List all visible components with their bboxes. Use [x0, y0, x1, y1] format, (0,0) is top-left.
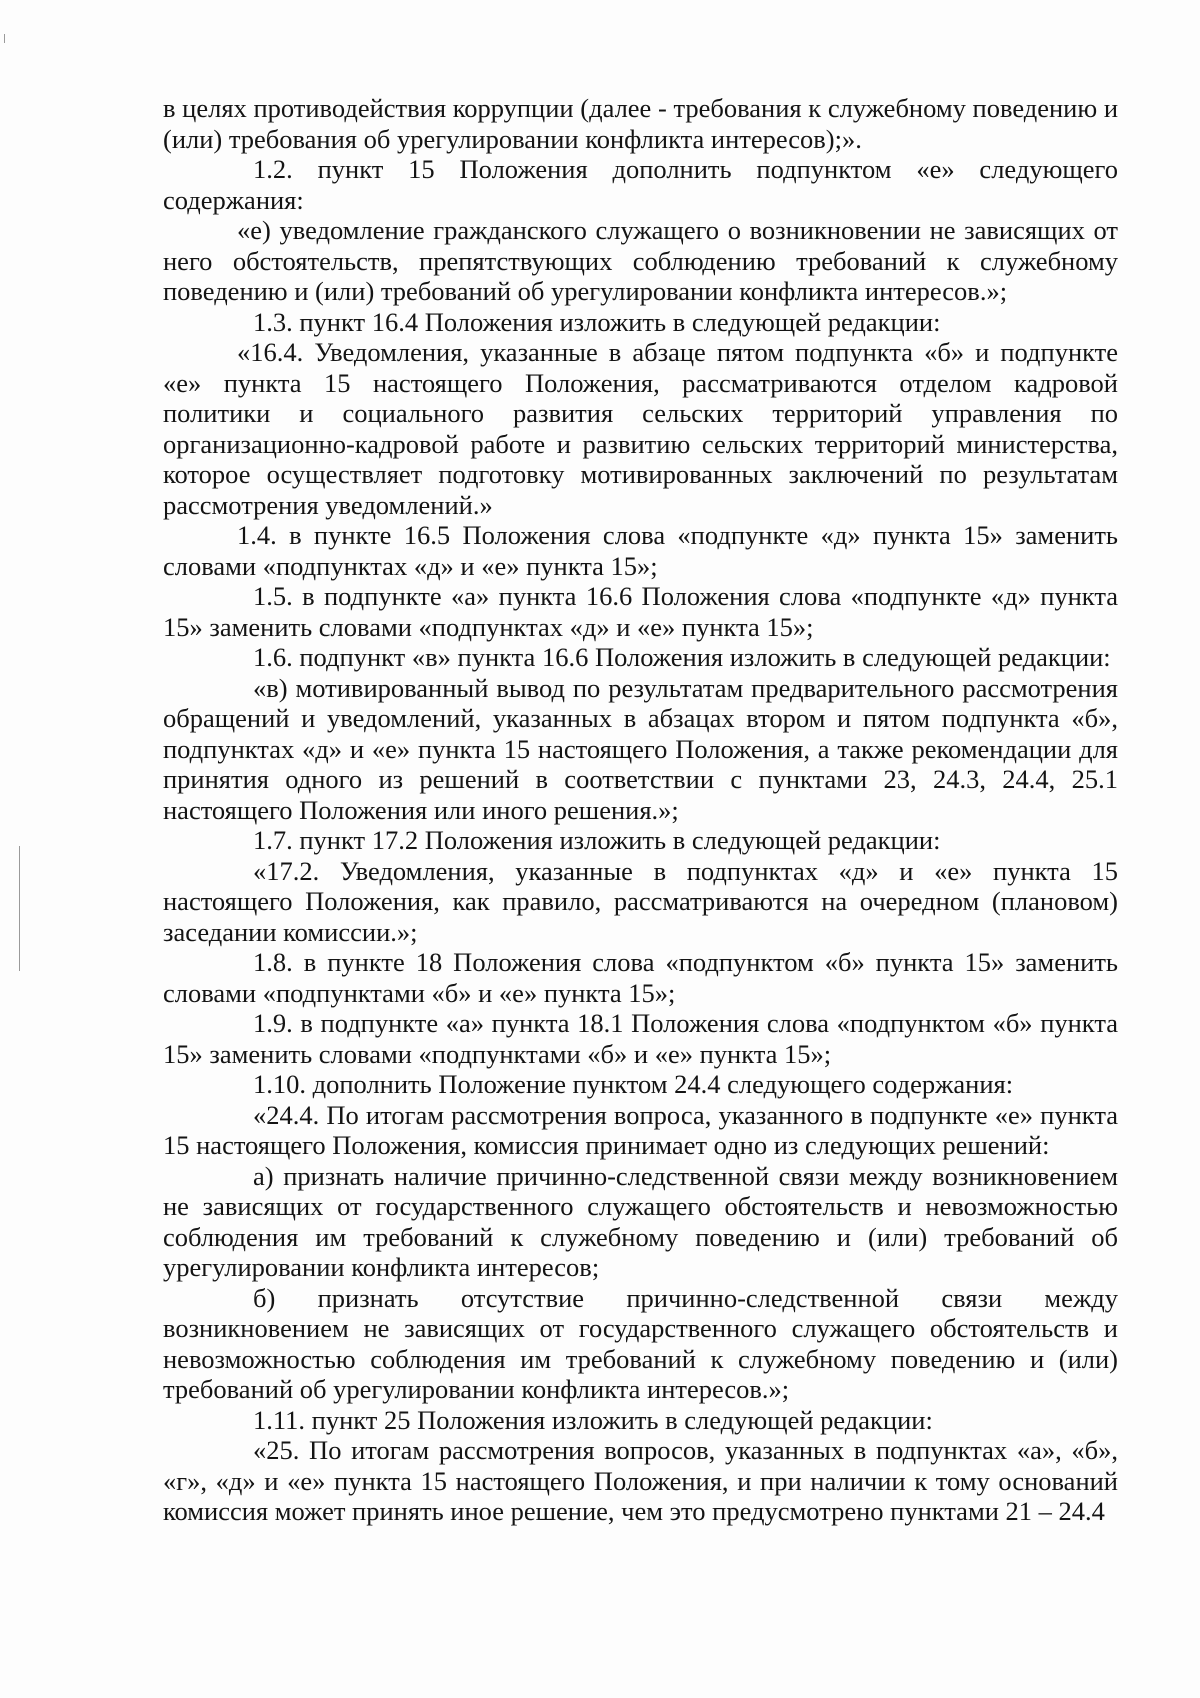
paragraph: «в) мотивированный вывод по результатам предварительного рассмотрения обращений и уведомлений, указанных в абзацах втором и пятом подпункта «б», подпунктах «д» и «е» пункта 15 настоящего Положения, а также рекомендации для принятия одного из решений в соответствии с пунктами 23, 24.3, 24.4, 25.1 настоящего Положения или иного решения.»; [163, 672, 1118, 825]
paragraph: 1.2. пункт 15 Положения дополнить подпунктом «е» следующего содержания: [163, 154, 1118, 215]
paragraph: 1.7. пункт 17.2 Положения изложить в следующей редакции: [253, 825, 941, 855]
paragraph: «16.4. Уведомления, указанные в абзаце пятом подпункта «б» и подпункте «е» пункта 15 настоящего Положения, рассматриваются отделом кадровой политики и социального развития сельских территорий управления по организационно-кадровой работе и развитию сельских территорий министерства, которое осуществляет подготовку мотивированных заключений по результатам рассмотрения уведомлений.» [163, 337, 1118, 520]
document-body [163, 93, 1118, 1527]
paragraph: «17.2. Уведомления, указанные в подпунктах «д» и «е» пункта 15 настоящего Положения, как правило, рассматриваются на очередном (плановом) заседании комиссии.»; [163, 855, 1118, 947]
paragraph: 1.10. дополнить Положение пунктом 24.4 следующего содержания: [253, 1069, 1014, 1099]
scan-artifact-line [4, 34, 5, 43]
paragraph: 1.3. пункт 16.4 Положения изложить в следующей редакции: [253, 306, 941, 337]
paragraph: «25. По итогам рассмотрения вопросов, указанных в подпунктах «а», «б», «г», «д» и «е» пункта 15 настоящего Положения, и при наличии к тому оснований комиссия может принять иное решение, чем это предусмотрено пунктами 21 – 24.4 [163, 1435, 1118, 1526]
paragraph: б) признать отсутствие причинно-следственной связи между возникновением не зависящих от государственного служащего обстоятельств и невозможностью соблюдения им требований к служебному поведению и (или) требований об урегулировании конфликта интересов.»; [163, 1282, 1118, 1404]
paragraph: в целях противодействия коррупции (далее - требования к служебному поведению и (или) требования об урегулировании конфликта интересов);». [163, 93, 1118, 154]
paragraph: 1.5. в подпункте «а» пункта 16.6 Положения слова «подпункте «д» пункта 15» заменить словами «подпунктах «д» и «е» пункта 15»; [163, 581, 1118, 642]
paragraph: 1.6. подпункт «в» пункта 16.6 Положения изложить в следующей редакции: [253, 642, 1111, 672]
paragraph: 1.8. в пункте 18 Положения слова «подпунктом «б» пункта 15» заменить словами «подпунктами «б» и «е» пункта 15»; [163, 947, 1118, 1008]
paragraph: 1.4. в пункте 16.5 Положения слова «подпункте «д» пункта 15» заменить словами «подпунктах «д» и «е» пункта 15»; [163, 520, 1118, 581]
paragraph: а) признать наличие причинно-следственной связи между возникновением не зависящих от государственного служащего обстоятельств и невозможностью соблюдения им требований к служебному поведению и (или) требований об урегулировании конфликта интересов; [163, 1160, 1118, 1282]
paragraph: «е) уведомление гражданского служащего о возникновении не зависящих от него обстоятельств, препятствующих соблюдению требований к служебному поведению и (или) требований об урегулировании конфликта интересов.»; [163, 215, 1118, 306]
paragraph: «24.4. По итогам рассмотрения вопроса, указанного в подпункте «е» пункта 15 настоящего Положения, комиссия принимает одно из следующих решений: [163, 1099, 1118, 1160]
scan-artifact-line [19, 846, 20, 971]
paragraph: 1.11. пункт 25 Положения изложить в следующей редакции: [253, 1404, 933, 1435]
paragraph: 1.9. в подпункте «а» пункта 18.1 Положения слова «подпунктом «б» пункта 15» заменить словами «подпунктами «б» и «е» пункта 15»; [163, 1008, 1118, 1069]
